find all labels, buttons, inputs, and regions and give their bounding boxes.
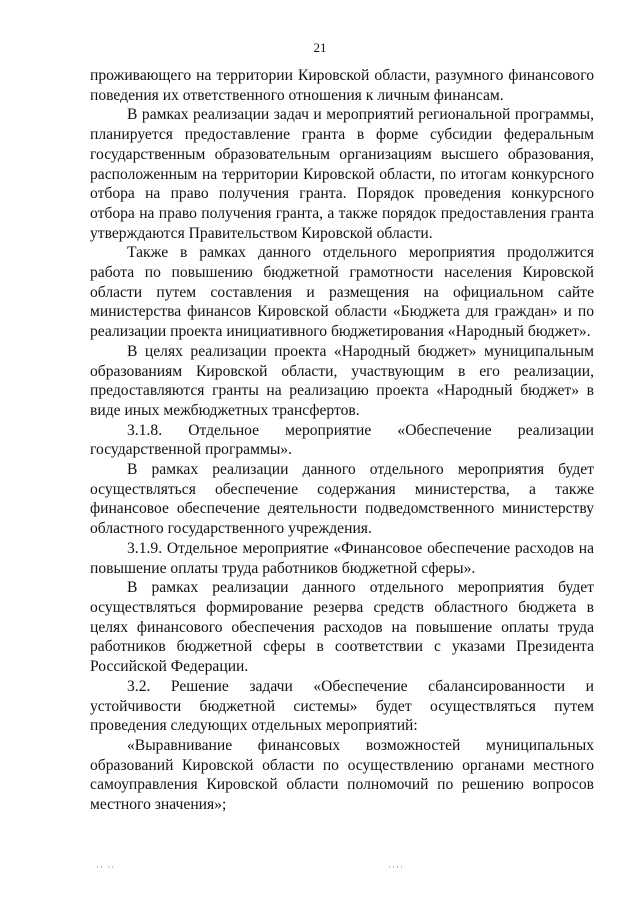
paragraph-10: «Выравнивание финансовых возможностей муниципальных образований Кировской области по осуществлению органами местного самоуправления Кировской области полномочий по решению вопросов местного значения»;	[90, 736, 594, 814]
paragraph-3: Также в рамках данного отдельного мероприятия продолжится работа по повышению бюджетной грамотности населения Кировской области путем составления и размещения на официальном сайте министерства финансов Кировской области «Бюджета для граждан» и по реализации проекта инициативного бюджетирования «Народный бюджет».	[90, 244, 594, 341]
paragraph-4: В целях реализации проекта «Народный бюджет» муниципальным образованиям Кировской области, участвующим в его реализации, предоставляются гранты на реализацию проекта «Народный бюджет» в виде иных межбюджетных трансфертов.	[90, 342, 594, 419]
footer-scan-mark-left: ·· ··	[96, 862, 116, 872]
paragraph-2: В рамках реализации задач и мероприятий региональной программы, планируется предоставление гранта в форме субсидии федеральным государственным образовательным организациям высшего образования, расположенным на территории Кировской области, по итогам конкурсного отбора на право получения гранта. Порядок проведения конкурсного отбора на право получения гранта, а также порядок предоставления гранта утверждаются Правительством Кировской области.	[90, 106, 594, 242]
section-3-2-heading: 3.2. Решение задачи «Обеспечение сбалансированности и устойчивости бюджетной системы» будет осуществляться путем проведения следующих отдельных мероприятий:	[90, 677, 594, 735]
footer-scan-mark-middle: ····	[388, 862, 404, 872]
paragraph-6: В рамках реализации данного отдельного мероприятия будет осуществляться обеспечение содержания министерства, а также финансовое обеспечение деятельности подведомственного министерству областного государственного учреждения.	[90, 461, 594, 538]
section-3-1-9-heading: 3.1.9. Отдельное мероприятие «Финансовое обеспечение расходов на повышение оплаты труда работников бюджетной сферы».	[90, 539, 594, 577]
page-number: 21	[313, 40, 327, 55]
paragraph-1: проживающего на территории Кировской области, разумного финансового поведения их ответственного отношения к личным финансам.	[90, 67, 594, 104]
document-body	[90, 66, 594, 815]
paragraph-8: В рамках реализации данного отдельного мероприятия будет осуществляться формирование резерва средств областного бюджета в целях финансового обеспечения расходов на повышение оплаты труда работников бюджетной сферы в соответствии с указами Президента Российской Федерации.	[90, 579, 594, 676]
section-3-1-8-heading: 3.1.8. Отдельное мероприятие «Обеспечение реализации государственной программы».	[90, 421, 594, 459]
